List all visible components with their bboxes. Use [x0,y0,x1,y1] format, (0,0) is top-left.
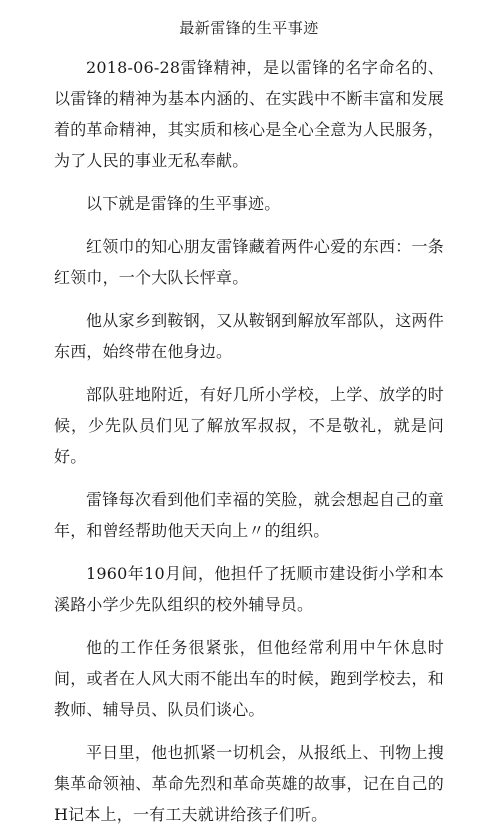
paragraph-5: 部队驻地附近，有好几所小学校，上学、放学的时候，少先队员们见了解放军叔叔，不是敬礼，就是问好。 [54,385,444,466]
paragraph-4: 他从家乡到鞍钢，又从鞍钢到解放军部队，这两件东西，始终带在他身边。 [54,311,444,361]
paragraph-8: 他的工作任务很紧张，但他经常利用中午休息时间，或者在人风大雨不能出车的时候，跑到学校去，和教师、辅导员、队员们谈心。 [54,638,444,719]
paragraph-6: 雷锋每次看到他们幸福的笑脸，就会想起自己的童年，和曾经帮助他天天向上〃的组织。 [54,490,444,540]
paragraph-1: 2018-06-28雷锋精神，是以雷锋的名字命名的、以雷锋的精神为基本内涵的、在实践中不断丰富和发展着的革命精神，其实质和核心是全心全意为人民服务，为了人民的事业无私奉献。 [54,58,444,170]
paragraph-2: 以下就是雷锋的生平事迹。 [86,194,281,213]
paragraph-7: 1960年10月间，他担仟了抚顺市建设街小学和本溪路小学少先队组织的校外辅导员。 [54,564,444,614]
paragraph-9: 平日里，他也抓紧一切机会，从报纸上、刊物上搜集革命领袖、革命先烈和革命英雄的故事，记在自己的H记本上，一有工夫就讲给孩子们听。 [54,743,444,824]
document-title: 最新雷锋的生平事迹 [179,19,319,37]
paragraph-3: 红领巾的知心朋友雷锋藏着两件心爱的东西：一条红领巾，一个大队长怦章。 [54,237,444,287]
